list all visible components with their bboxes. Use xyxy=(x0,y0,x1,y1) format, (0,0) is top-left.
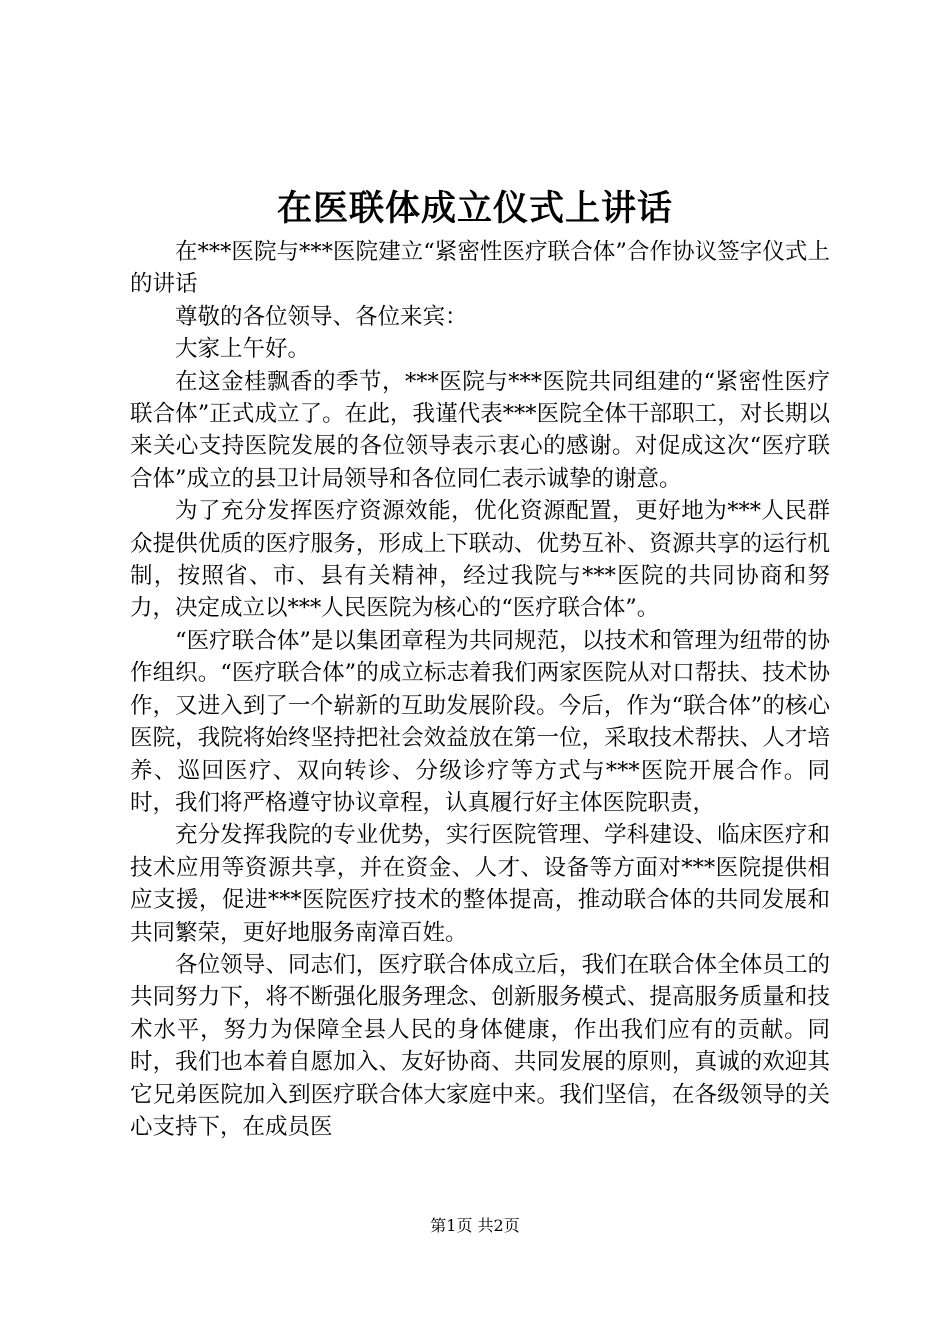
paragraph-salutation: 尊敬的各位领导、各位来宾： xyxy=(175,303,468,330)
paragraph-heading: 在***医院与***医院建立“紧密性医疗联合体”合作协议签字仪式上的讲话 xyxy=(130,239,830,298)
paragraph: 为了充分发挥医疗资源效能，优化资源配置，更好地为***人民群众提供优质的医疗服务，形成上下联动、优势互补、资源共享的运行机制，按照省、市、县有关精神，经过我院与***医院的共同协商和努力，决定成立以***人民医院为核心的“医疗联合体”。 xyxy=(130,498,830,622)
paragraph: “医疗联合体”是以集团章程为共同规范，以技术和管理为纽带的协作组织。“医疗联合体”的成立标志着我们两家医院从对口帮扶、技术协作，又进入到了一个崭新的互助发展阶段。今后，作为“联合体”的核心医院，我院将始终坚持把社会效益放在第一位，采取技术帮扶、人才培养、巡回医疗、双向转诊、分级诊疗等方式与***医院开展合作。同时，我们将严格遵守协议章程，认真履行好主体医院职责， xyxy=(130,627,830,816)
document-title: 在医联体成立仪式上讲话 xyxy=(276,188,673,229)
paragraph: 各位领导、同志们，医疗联合体成立后，我们在联合体全体员工的共同努力下，将不断强化服务理念、创新服务模式、提高服务质量和技术水平，努力为保障全县人民的身体健康，作出我们应有的贡献。同时，我们也本着自愿加入、友好协商、共同发展的原则，真诚的欢迎其它兄弟医院加入到医疗联合体大家庭中来。我们坚信，在各级领导的关心支持下，在成员医 xyxy=(130,951,830,1140)
paragraph: 在这金桂飘香的季节，***医院与***医院共同组建的“紧密性医疗联合体”正式成立了。在此，我谨代表***医院全体干部职工，对长期以来关心支持医院发展的各位领导表示衷心的感谢。对促成这次“医疗联合体”成立的县卫计局领导和各位同仁表示诚挚的谢意。 xyxy=(130,368,830,492)
page-number-footer: 第1页 共2页 xyxy=(430,1216,520,1235)
document-body xyxy=(130,236,830,1143)
paragraph: 充分发挥我院的专业优势，实行医院管理、学科建设、临床医疗和技术应用等资源共享，并在资金、人才、设备等方面对***医院提供相应支援，促进***医院医疗技术的整体提高，推动联合体的共同发展和共同繁荣，更好地服务南漳百姓。 xyxy=(130,822,830,946)
paragraph-greeting: 大家上午好。 xyxy=(175,336,311,363)
